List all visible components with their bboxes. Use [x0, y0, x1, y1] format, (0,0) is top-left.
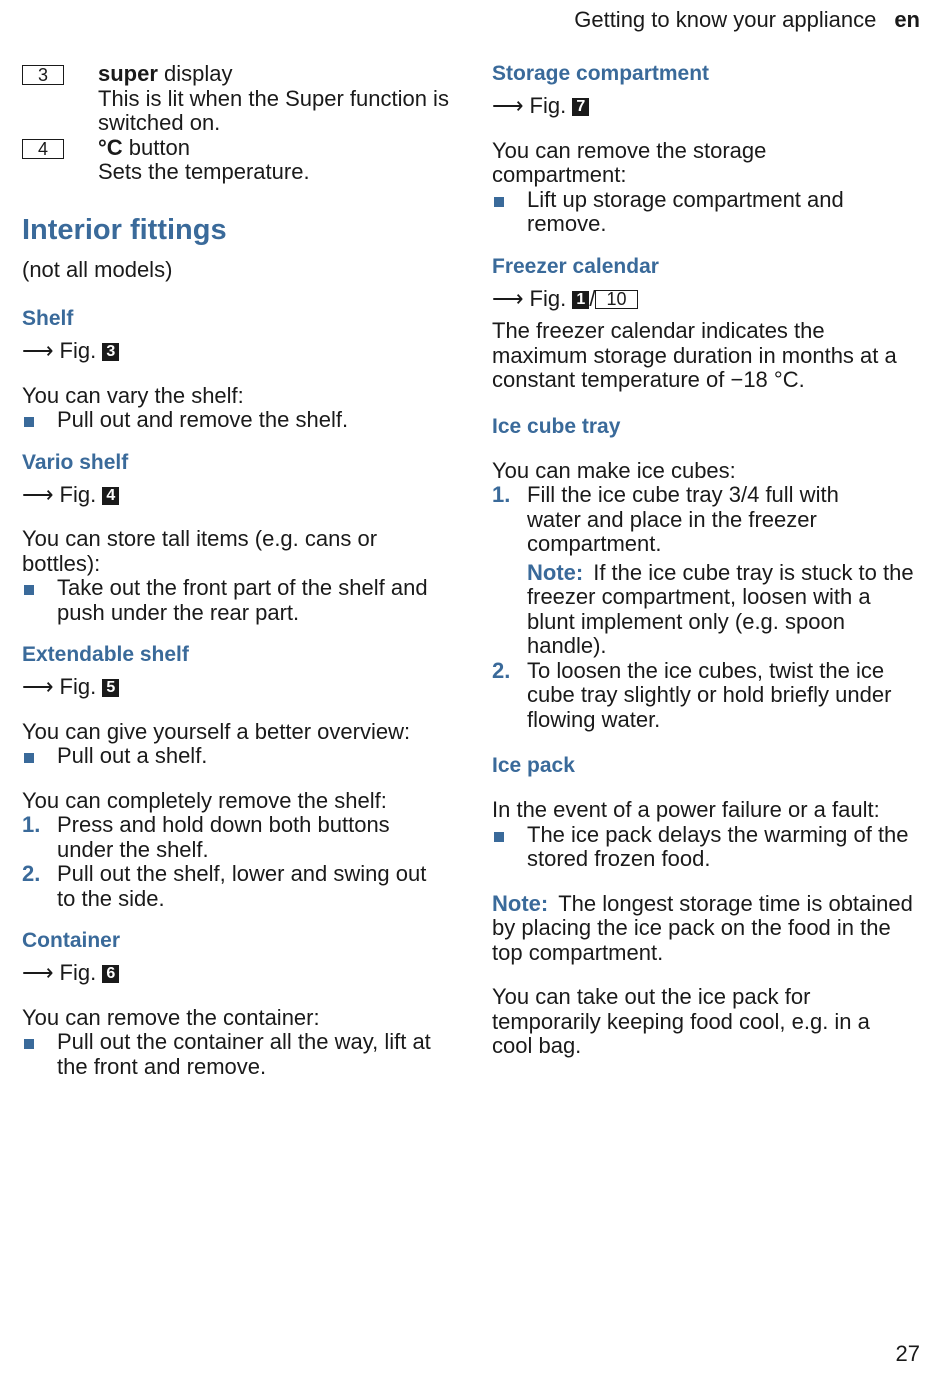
note: Note: The longest storage time is obtained by placing the ice pack on the food in the top compartment. [492, 890, 913, 965]
bullet-item: Lift up storage compartment and remove. [492, 188, 927, 237]
key-label-bold: super [98, 61, 158, 86]
figure-number-outlined: 10 [595, 290, 637, 309]
figure-number: 7 [572, 98, 589, 116]
bullet-square-icon [494, 832, 504, 842]
figure-reference: ⟶ Fig. 5 [22, 675, 452, 700]
key-label: button [122, 134, 190, 160]
figure-number: 1 [572, 291, 589, 309]
section-subtitle: (not all models) [22, 256, 173, 282]
numbered-item: 1. Press and hold down both buttons under the shelf. [22, 812, 390, 862]
paragraph: You can store tall items (e.g. cans or bottles): [22, 526, 378, 576]
bullet-square-icon [24, 585, 34, 595]
key-label: display [157, 61, 233, 86]
heading-ice-cube-tray: Ice cube tray [492, 414, 621, 438]
bullet-square-icon [24, 1039, 34, 1049]
figure-reference: ⟶ Fig. 1 / 10 [492, 287, 922, 312]
key-item-super [22, 62, 452, 136]
figure-number: 3 [102, 343, 119, 361]
heading-container: Container [22, 929, 121, 952]
page-number: 27 [895, 1340, 920, 1366]
heading-ice-pack: Ice pack [492, 754, 575, 777]
paragraph: You can remove the storage compartment: [492, 137, 767, 187]
heading-extendable-shelf: Extendable shelf [22, 643, 189, 666]
arrow-icon: ⟶ [22, 960, 54, 985]
bullet-item: The ice pack delays the warming of the stored frozen food. [492, 823, 917, 872]
heading-freezer-calendar: Freezer calendar [492, 254, 659, 278]
numbered-item: 1. Fill the ice cube tray 3/4 full with water and place in the freezer compartment. Note: If the ice cube tray is stuck to the freezer compartment, loosen with a blunt implement only (e.g. spoon handle). [492, 483, 922, 659]
bullet-item: Pull out a shelf. [22, 744, 452, 769]
heading-vario-shelf: Vario shelf [22, 450, 129, 474]
paragraph: You can remove the container: [22, 1004, 320, 1030]
running-header [574, 8, 920, 33]
figure-number: 4 [102, 487, 119, 505]
bullet-item: Pull out and remove the shelf. [22, 408, 452, 433]
note-label: Note: [527, 559, 584, 585]
figure-number: 5 [102, 679, 119, 697]
key-label-bold: °C [98, 134, 123, 160]
bullet-square-icon [494, 197, 504, 207]
paragraph: You can completely remove the shelf: [22, 787, 387, 813]
bullet-square-icon [24, 753, 34, 763]
paragraph: In the event of a power failure or a fault: [492, 797, 880, 822]
key-description: Sets the temperature. [98, 159, 310, 184]
key-number-box: 3 [22, 65, 64, 85]
figure-reference: ⟶ Fig. 3 [22, 339, 452, 364]
paragraph: You can make ice cubes: [492, 457, 736, 483]
key-item-temp [22, 136, 452, 185]
paragraph: You can vary the shelf: [22, 382, 244, 408]
left-column [22, 62, 452, 1079]
paragraph: You can give yourself a better overview: [22, 718, 411, 744]
bullet-item: Take out the front part of the shelf and push under the rear part. [22, 576, 437, 625]
arrow-icon: ⟶ [492, 93, 524, 118]
language-code: en [894, 7, 920, 32]
heading-shelf: Shelf [22, 307, 74, 330]
paragraph: The freezer calendar indicates the maximum storage duration in months at a constant temperature of −18 °C. [492, 318, 897, 392]
section-title-interior: Interior fittings [22, 213, 227, 246]
header-title: Getting to know your appliance [574, 7, 877, 32]
arrow-icon: ⟶ [22, 674, 54, 699]
bullet-square-icon [24, 417, 34, 427]
figure-reference: ⟶ Fig. 4 [22, 483, 452, 508]
paragraph: You can take out the ice pack for temporarily keeping food cool, e.g. in a cool bag. [492, 984, 870, 1058]
numbered-item: 2. To loosen the ice cubes, twist the ice cube tray slightly or hold briefly under flowing water. [492, 657, 892, 732]
arrow-icon: ⟶ [492, 285, 524, 311]
heading-storage-compartment: Storage compartment [492, 62, 710, 85]
note-label: Note: [492, 890, 549, 916]
figure-reference: ⟶ Fig. 6 [22, 961, 452, 986]
key-description: This is lit when the Super function is switched on. [98, 85, 449, 135]
right-column [492, 62, 922, 1059]
arrow-icon: ⟶ [22, 481, 54, 507]
numbered-item: 2. Pull out the shelf, lower and swing out to the side. [22, 861, 427, 911]
figure-number: 6 [102, 965, 119, 983]
arrow-icon: ⟶ [22, 338, 54, 363]
key-number-box: 4 [22, 139, 64, 159]
note: Note: If the ice cube tray is stuck to the freezer compartment, loosen with a blunt implement only (e.g. spoon handle). [527, 559, 914, 658]
figure-reference: ⟶ Fig. 7 [492, 94, 922, 119]
bullet-item: Pull out the container all the way, lift at the front and remove. [22, 1030, 452, 1079]
